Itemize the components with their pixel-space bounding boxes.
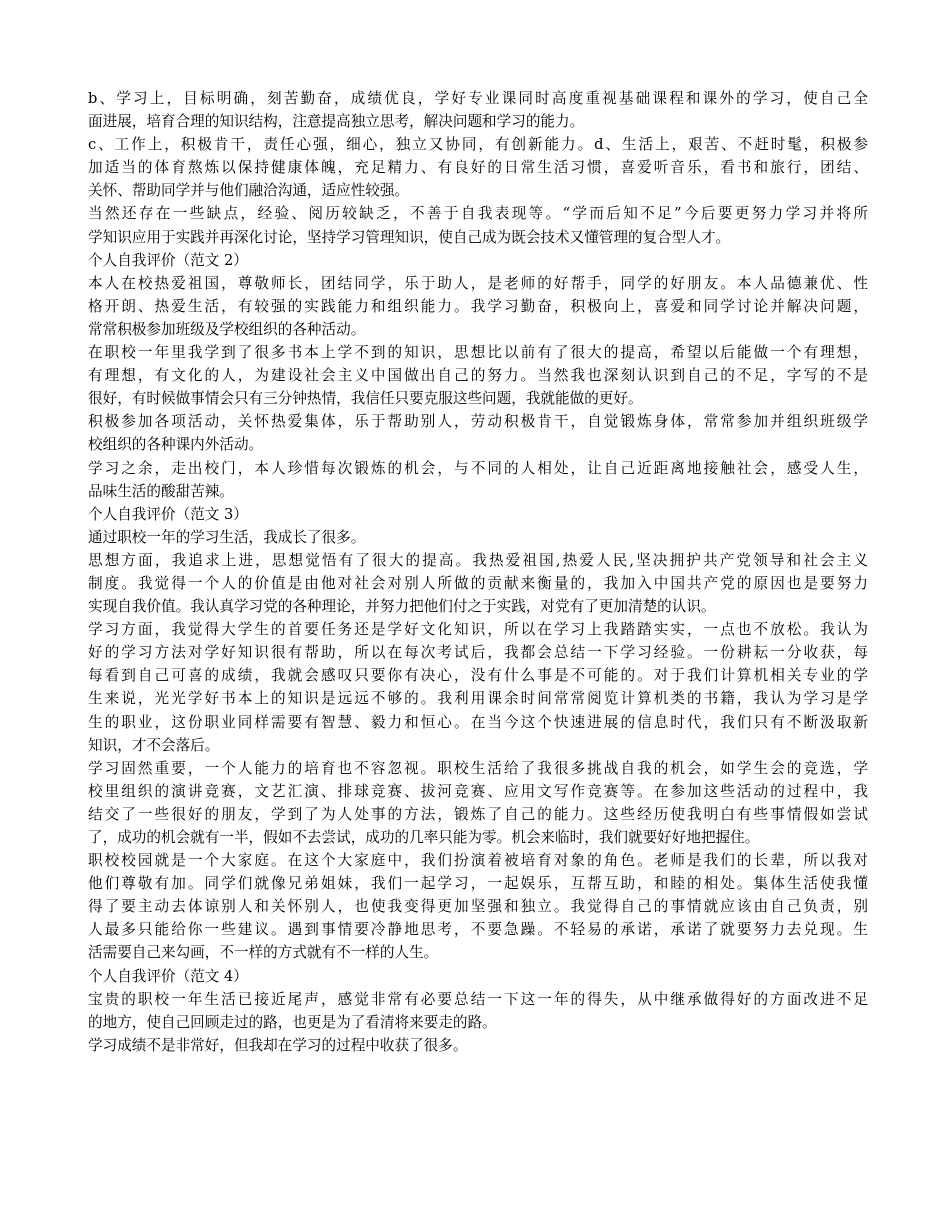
text-line: 思想方面，我追求上进，思想觉悟有了很大的提高。我热爱祖国,热爱人民,坚决拥护共产党领导和社会主义 xyxy=(88,551,868,569)
text-line: 好的学习方法对学好知识很有帮助，所以在每次考试后，我都会总结一下学习经验。一份耕耘一分收获，每 xyxy=(88,644,868,662)
text-line: 本人在校热爱祖国，尊敬师长，团结同学，乐于助人，是老师的好帮手，同学的好朋友。本人品德兼优、性 xyxy=(88,274,868,292)
text-line: 校里组织的演讲竞赛，文艺汇演、排球竞赛、拔河竞赛、应用文写作竞赛等。在参加这些活动的过程中，我 xyxy=(88,782,868,800)
text-line: 在职校一年里我学到了很多书本上学不到的知识，思想比以前有了很大的提高，希望以后能做一个有理想， xyxy=(88,344,868,362)
section-heading: 个人自我评价（范文 4） xyxy=(88,967,248,985)
text-line: 关怀、帮助同学并与他们融洽沟通，适应性较强。 xyxy=(88,182,410,200)
text-line: 人最多只能给你一些建议。遇到事情要冷静地思考，不要急躁。不轻易的承诺，承诺了就要努力去兑现。生 xyxy=(88,921,868,939)
text-line: 有理想，有文化的人，为建设社会主义中国做出自己的努力。当然我也深刻认识到自己的不足，字写的不是 xyxy=(88,367,868,385)
text-line: c、工作上，积极肯干，责任心强，细心，独立又协同，有创新能力。d、生活上，艰苦、不赶时髦，积极参 xyxy=(88,136,868,154)
text-line: 常常积极参加班级及学校组织的各种活动。 xyxy=(88,320,366,338)
text-line: 很好，有时候做事情会只有三分钟热情，我信任只要克服这些问题，我就能做的更好。 xyxy=(88,390,643,408)
section-heading: 个人自我评价（范文 3） xyxy=(88,505,248,523)
text-line: b、学习上，目标明确，刻苦勤奋，成绩优良，学好专业课同时高度重视基础课程和课外的学习，使自己全 xyxy=(88,90,868,107)
text-line: 学知识应用于实践并再深化讨论，坚持学习管理知识，使自己成为既会技术又懂管理的复合型人才。 xyxy=(88,228,731,246)
text-line: 当然还存在一些缺点，经验、阅历较缺乏，不善于自我表现等。“学而后知不足”今后要更努力学习并将所 xyxy=(88,205,868,223)
text-line: 活需要自己来勾画，不一样的方式就有不一样的人生。 xyxy=(88,944,439,962)
text-line: 职校校园就是一个大家庭。在这个大家庭中，我们扮演着被培育对象的角色。老师是我们的长辈，所以我对 xyxy=(88,852,868,870)
text-line: 实现自我价值。我认真学习党的各种理论，并努力把他们付之于实践，对党有了更加清楚的认识。 xyxy=(88,598,716,616)
section-heading: 个人自我评价（范文 2） xyxy=(88,251,248,269)
text-line: 生的职业，这份职业同样需要有智慧、毅力和恒心。在当今这个快速进展的信息时代，我们只有不断汲取新 xyxy=(88,713,868,731)
text-line: 通过职校一年的学习生活，我成长了很多。 xyxy=(88,528,366,546)
text-line: 结交了一些很好的朋友，学到了为人处事的方法，锻炼了自己的能力。这些经历使我明白有些事情假如尝试 xyxy=(88,805,868,823)
text-line: 知识，才不会落后。 xyxy=(88,736,220,754)
text-line: 品味生活的酸甜苦辣。 xyxy=(88,482,234,500)
text-line: 学习之余，走出校门，本人珍惜每次锻炼的机会，与不同的人相处，让自己近距离地接触社会，感受人生， xyxy=(88,459,868,477)
text-line: 学习方面，我觉得大学生的首要任务还是学好文化知识，所以在学习上我踏踏实实，一点也不放松。我认为 xyxy=(88,621,868,639)
text-line: 每看到自己可喜的成绩，我就会感叹只要你有决心，没有什么事是不可能的。对于我们计算机相关专业的学 xyxy=(88,667,868,685)
document-body xyxy=(88,87,868,1057)
text-line: 校组织的各种课内外活动。 xyxy=(88,436,264,454)
text-line: 宝贵的职校一年生活已接近尾声，感觉非常有必要总结一下这一年的得失，从中继承做得好的方面改进不足 xyxy=(88,990,868,1008)
text-line: 积极参加各项活动，关怀热爱集体，乐于帮助别人，劳动积极肯干，自觉锻炼身体，常常参加并组织班级学 xyxy=(88,413,868,431)
text-line: 面进展，培育合理的知识结构，注意提高独立思考，解决问题和学习的能力。 xyxy=(88,113,585,131)
text-line: 生来说，光光学好书本上的知识是远远不够的。我利用课余时间常常阅览计算机类的书籍，我认为学习是学 xyxy=(88,690,868,708)
text-line: 得了要主动去体谅别人和关怀别人，也使我变得更加坚强和独立。我觉得自己的事情就应该由自己负责，别 xyxy=(88,898,868,916)
text-line: 学习成绩不是非常好，但我却在学习的过程中收获了很多。 xyxy=(88,1036,468,1054)
text-line: 了，成功的机会就有一半，假如不去尝试，成功的几率只能为零。机会来临时，我们就要好好地把握住。 xyxy=(88,829,760,846)
text-line: 的地方，使自己回顾走过的路，也更是为了看清将来要走的路。 xyxy=(88,1013,497,1031)
text-line: 学习固然重要，一个人能力的培育也不容忽视。职校生活给了我很多挑战自我的机会，如学生会的竞选，学 xyxy=(88,759,868,777)
text-line: 格开朗、热爱生活，有较强的实践能力和组织能力。我学习勤奋，积极向上，喜爱和同学讨论并解决问题， xyxy=(88,297,868,315)
text-line: 他们尊敬有加。同学们就像兄弟姐妹，我们一起学习，一起娱乐，互帮互助，和睦的相处。集体生活使我懂 xyxy=(88,875,868,893)
text-line: 加适当的体育熬炼以保持健康体魄，充足精力、有良好的日常生活习惯，喜爱听音乐，看书和旅行，团结、 xyxy=(88,159,868,177)
text-line: 制度。我觉得一个人的价值是由他对社会对别人所做的贡献来衡量的，我加入中国共产党的原因也是要努力 xyxy=(88,574,868,592)
